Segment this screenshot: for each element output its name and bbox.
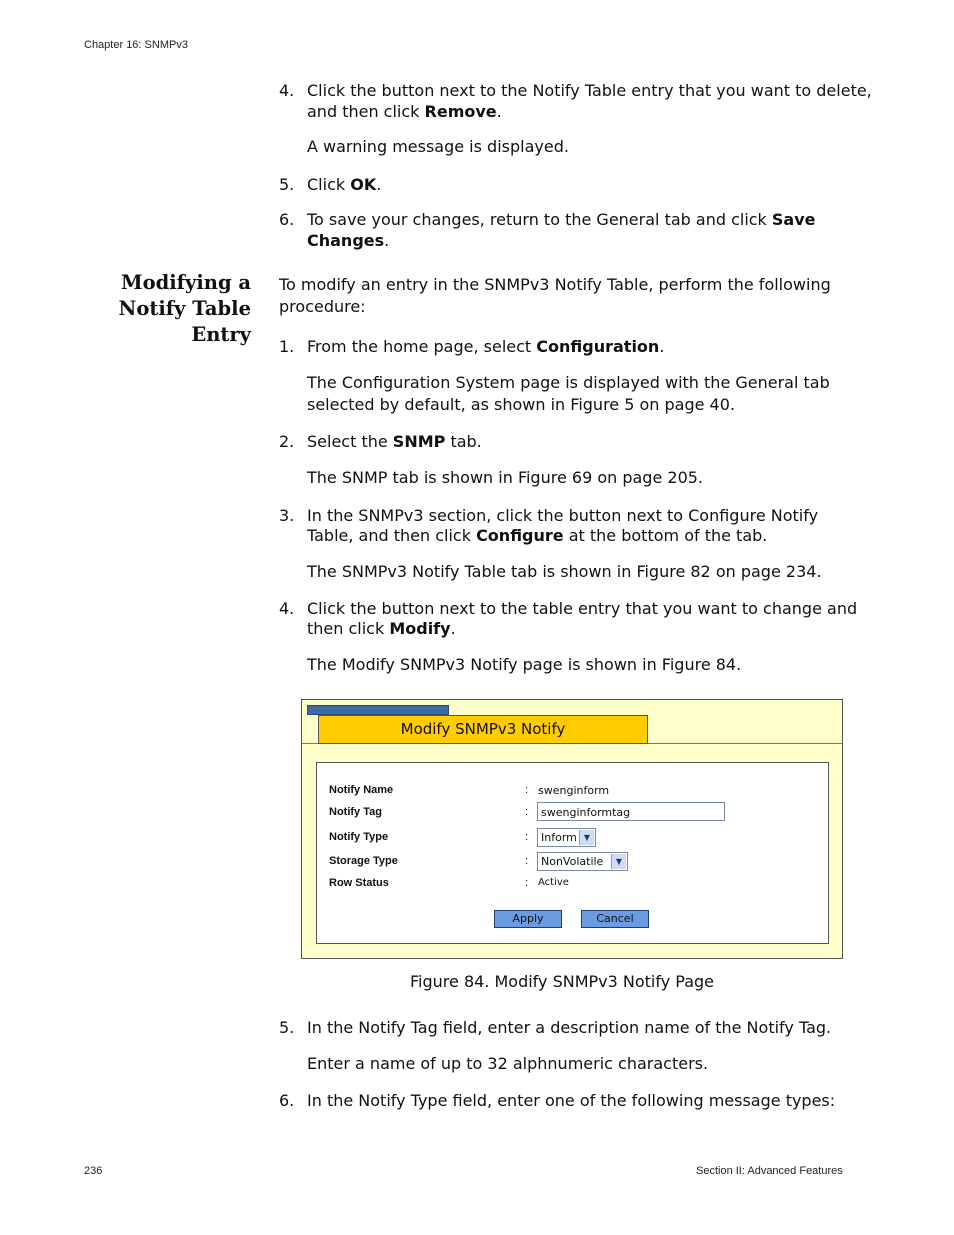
- tab-modify-snmpv3-notify[interactable]: Modify SNMPv3 Notify: [318, 715, 648, 744]
- step-number: 5.: [279, 1018, 295, 1037]
- chevron-down-icon: ▼: [611, 854, 626, 869]
- step-text: Changes.: [307, 231, 390, 250]
- step-number: 6.: [279, 210, 295, 229]
- notify-name-label: Notify Name: [329, 784, 394, 796]
- intro-paragraph: To modify an entry in the SNMPv3 Notify Table, perform the following procedure:: [279, 275, 831, 316]
- storage-type-label: Storage Type: [329, 855, 398, 867]
- step-number: 2.: [279, 432, 295, 451]
- step-text: then click Modify.: [307, 619, 456, 638]
- running-footer-section: Section II: Advanced Features: [696, 1165, 843, 1177]
- step-text: In the Notify Type field, enter one of the following message types:: [307, 1091, 836, 1110]
- page-number: 236: [84, 1165, 103, 1177]
- step-text: From the home page, select Configuration.: [307, 337, 665, 356]
- step-note: A warning message is displayed.: [307, 137, 569, 156]
- step-note: The SNMP tab is shown in Figure 69 on page 205.: [307, 468, 704, 487]
- ui-term-remove: Remove: [424, 102, 497, 121]
- running-header: Chapter 16: SNMPv3: [84, 39, 188, 51]
- ui-term-save: Save: [771, 210, 816, 229]
- figure-caption: Figure 84. Modify SNMPv3 Notify Page: [410, 972, 714, 991]
- step-text: Click OK.: [307, 175, 382, 194]
- step-text: In the SNMPv3 section, click the button next to Configure Notify: [307, 506, 819, 525]
- chevron-down-icon: ▼: [579, 830, 594, 845]
- step-number: 6.: [279, 1091, 295, 1110]
- step-number: 5.: [279, 175, 295, 194]
- notify-type-select[interactable]: Inform ▼: [537, 828, 596, 847]
- tab-strip: [307, 705, 449, 715]
- step-note: The Configuration System page is displayed with the General tab: [307, 373, 830, 392]
- colon: :: [525, 831, 529, 843]
- step-text: and then click Remove.: [307, 102, 502, 121]
- storage-type-select[interactable]: NonVolatile ▼: [537, 852, 628, 871]
- ui-term-ok: OK: [350, 175, 377, 194]
- step-text: Click the button next to the table entry that you want to change and: [307, 599, 858, 618]
- notify-form-panel: [316, 762, 829, 944]
- section-heading: Modifying a Notify Table Entry: [118, 271, 251, 346]
- cancel-button[interactable]: Cancel: [581, 910, 649, 928]
- apply-button[interactable]: Apply: [494, 910, 562, 928]
- figure-modify-snmpv3-notify: [301, 699, 843, 959]
- ui-term-changes: Changes: [307, 231, 385, 250]
- step-number: 4.: [279, 81, 295, 100]
- step-text: Table, and then click Configure at the bottom of the tab.: [307, 526, 768, 545]
- row-status-value: Active: [538, 877, 569, 888]
- step-note: The SNMPv3 Notify Table tab is shown in Figure 82 on page 234.: [307, 562, 822, 581]
- notify-tag-input[interactable]: swenginformtag: [537, 802, 725, 821]
- colon: :: [525, 806, 529, 818]
- ui-term-modify: Modify: [389, 619, 451, 638]
- step-note: selected by default, as shown in Figure 5 on page 40.: [307, 395, 735, 414]
- step-text: To save your changes, return to the General tab and click Save: [307, 210, 816, 229]
- row-status-label: Row Status: [329, 877, 389, 889]
- colon: :: [525, 784, 529, 796]
- step-number: 3.: [279, 506, 295, 525]
- step-text: Click the button next to the Notify Table entry that you want to delete,: [307, 81, 872, 100]
- ui-term-configuration: Configuration: [536, 337, 660, 356]
- step-text: Select the SNMP tab.: [307, 432, 482, 451]
- ui-term-configure: Configure: [476, 526, 564, 545]
- colon: :: [525, 855, 529, 867]
- notify-name-value: swenginform: [538, 784, 610, 797]
- step-note: The Modify SNMPv3 Notify page is shown in Figure 84.: [307, 655, 742, 674]
- colon: :: [525, 877, 529, 889]
- notify-type-label: Notify Type: [329, 831, 389, 843]
- step-number: 4.: [279, 599, 295, 618]
- ui-term-snmp: SNMP: [392, 432, 446, 451]
- step-note: Enter a name of up to 32 alphnumeric characters.: [307, 1054, 709, 1073]
- step-text: In the Notify Tag field, enter a description name of the Notify Tag.: [307, 1018, 832, 1037]
- notify-tag-label: Notify Tag: [329, 806, 382, 818]
- step-number: 1.: [279, 337, 295, 356]
